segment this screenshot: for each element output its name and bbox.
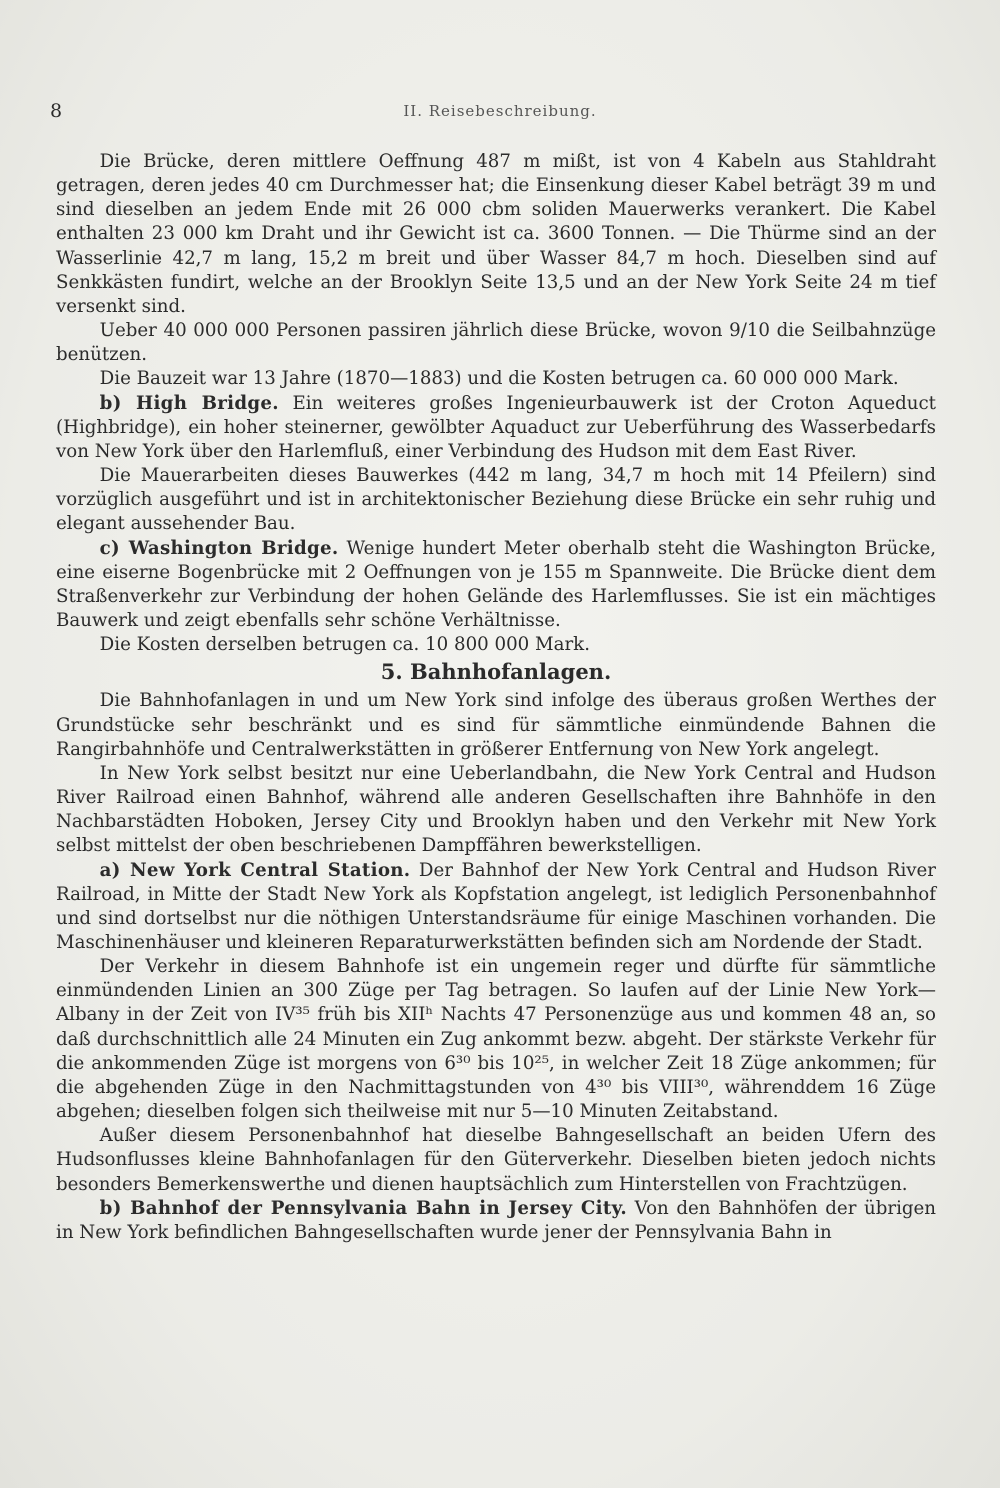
subheading-central-station: a) New York Central Station. <box>99 859 411 881</box>
body-text <box>56 150 936 1245</box>
paragraph-station-overview <box>56 689 936 761</box>
subheading-high-bridge: b) High Bridge. <box>99 392 279 414</box>
section-title: Bahnhofanlagen. <box>409 659 612 685</box>
paragraph-text: Ueber 40 000 000 Personen passiren jährlich diese Brücke, wovon 9/10 die Seilbahnzüge benützen. <box>56 320 936 366</box>
paragraph-text: Außer diesem Personenbahnhof hat dieselbe Bahngesellschaft an beiden Ufern des Hudsonflusses kleine Bahnhofanlagen für den Güterverkehr. Dieselben bieten jedoch nichts besonders Bemerkenswerthe und dienen hauptsächlich zum Hinterstellen von Frachtzügen. <box>56 1125 936 1195</box>
paragraph-text: Die Bahnhofanlagen in und um New York sind infolge des überaus großen Werthes der Grundstücke sehr beschränkt und es sind für sämmtliche einmündende Bahnen die Rangirbahnhöfe und Centralwerkstätten in größerer Entfernung von New York angelegt. <box>56 690 936 760</box>
paragraph-costs <box>56 633 936 657</box>
section-heading <box>56 660 936 684</box>
paragraph-brooklyn-bridge-cables <box>56 150 936 319</box>
paragraph-freight <box>56 1124 936 1196</box>
paragraph-text: Die Brücke, deren mittlere Oeffnung 487 m mißt, ist von 4 Kabeln aus Stahldraht getragen, deren jedes 40 cm Durchmesser hat; die Einsenkung dieser Kabel beträgt 39 m und sind dieselben an jedem Ende mit 26 000 cbm soliden Mauerwerks verankert. Die Kabel enthalten 23 000 km Draht und ihr Gewicht ist ca. 3600 Tonnen. — Die Thürme sind an der Wasserlinie 42,7 m lang, 15,2 m breit und über Wasser 84,7 m hoch. Dieselben sind auf Senkkästen fundirt, welche an der Brooklyn Seite 13,5 und an der New York Seite 24 m tief versenkt sind. <box>56 151 936 317</box>
paragraph-text: In New York selbst besitzt nur eine Ueberlandbahn, die New York Central and Hudson River Railroad einen Bahnhof, während alle anderen Gesellschaften ihre Bahnhöfe in den Nachbarstädten Hoboken, Jersey City und Brooklyn haben und den Verkehr mit New York selbst mittelst der oben beschriebenen Dampffähren bewerkstelligen. <box>56 762 936 857</box>
paragraph-text: Ein weiteres großes Ingenieurbauwerk ist der Croton Aqueduct (Highbridge), ein hoher steinerner, gewölbter Aquaduct zur Ueberführung des Wasserbedarfs von New York über den Harlemfluß, einer Verbindung des Hudson mit dem East River. <box>56 392 936 462</box>
paragraph-high-bridge <box>56 392 936 464</box>
paragraph-text: Die Kosten derselben betrugen ca. 10 800 000 Mark. <box>99 634 590 656</box>
subheading-pennsylvania-station: b) Bahnhof der Pennsylvania Bahn in Jersey City. <box>99 1197 627 1219</box>
paragraph-text: Die Mauerarbeiten dieses Bauwerkes (442 m lang, 34,7 m hoch mit 14 Pfeilern) sind vorzüglich ausgeführt und ist in architektonischer Beziehung diese Brücke ein sehr ruhig und elegant aussehender Bau. <box>56 465 936 535</box>
paragraph-overland-railway <box>56 762 936 859</box>
running-title: II. Reisebeschreibung. <box>403 102 597 120</box>
running-header <box>0 100 1000 130</box>
paragraph-text: Die Bauzeit war 13 Jahre (1870—1883) und die Kosten betrugen ca. 60 000 000 Mark. <box>99 368 899 390</box>
paragraph-pennsylvania-station <box>56 1197 936 1245</box>
paragraph-masonry <box>56 464 936 536</box>
section-number: 5. <box>380 659 403 685</box>
subheading-washington-bridge: c) Washington Bridge. <box>99 537 339 559</box>
paragraph-text: Von den Bahnhöfen der übrigen in New York befindlichen Bahngesellschaften wurde jener der Pennsylvania Bahn in <box>56 1197 937 1243</box>
paragraph-text: Der Verkehr in diesem Bahnhofe ist ein ungemein reger und dürfte für sämmtliche einmündenden Linien an 300 Züge per Tag betragen. So laufen auf der Linie New York—Albany in der Zeit von IV³⁵ früh bis XIIʰ Nachts 47 Personenzüge aus und kommen 48 an, so daß durchschnittlich alle 24 Minuten ein Zug ankommt bezw. abgeht. Der stärkste Verkehr für die ankommenden Züge ist morgens von 6³⁰ bis 10²⁵, in welcher Zeit 18 Züge ankommen; für die abgehenden Züge in den Nachmittagstunden von 4³⁰ bis VIII³⁰, währenddem 16 Züge abgehen; dieselben folgen sich theilweise mit nur 5—10 Minuten Zeitabstand. <box>56 956 936 1123</box>
paragraph-passengers <box>56 319 936 367</box>
paragraph-text: Der Bahnhof der New York Central and Hudson River Railroad, in Mitte der Stadt New York als Kopfstation angelegt, ist lediglich Personenbahnhof und sind dortselbst nur die nöthigen Unterstandsräume für einige Maschinen vorhanden. Die Maschinenhäuser und kleineren Reparaturwerkstätten befinden sich am Nordende der Stadt. <box>56 859 937 953</box>
paragraph-construction-time <box>56 367 936 391</box>
paragraph-text: Wenige hundert Meter oberhalb steht die Washington Brücke, eine eiserne Bogenbrücke mit 2 Oeffnungen von je 155 m Spannweite. Die Brücke dient dem Straßenverkehr zur Verbindung der hohen Gelände des Harlemflusses. Sie ist ein mächtiges Bauwerk und zeigt ebenfalls sehr schöne Verhältnisse. <box>56 537 937 631</box>
page-number: 8 <box>50 100 63 122</box>
paragraph-washington-bridge <box>56 537 936 634</box>
paragraph-central-station <box>56 859 936 956</box>
paragraph-traffic <box>56 955 936 1124</box>
